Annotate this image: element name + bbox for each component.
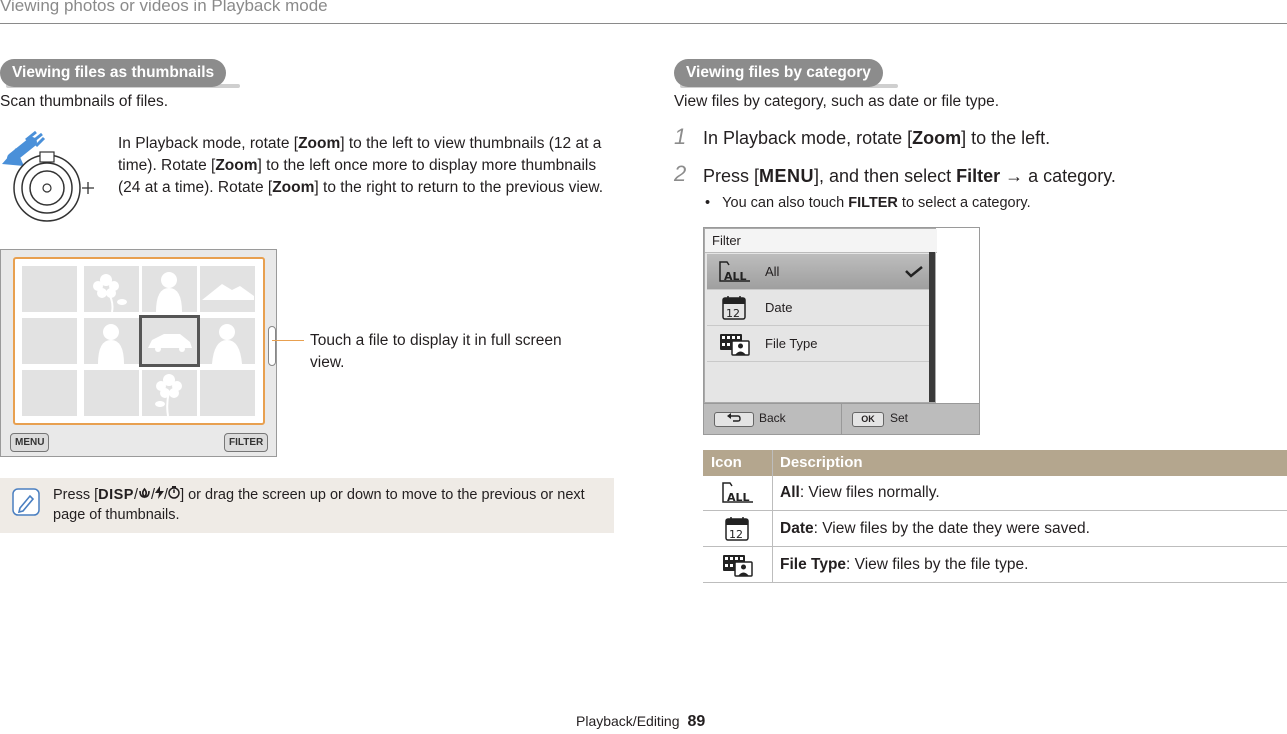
intro-category: View files by category, such as date or file type. [674,93,1000,110]
thumbnail[interactable] [200,266,255,312]
menu-item-file-type[interactable]: File Type [707,326,929,362]
all-icon [717,259,753,285]
macro-icon [138,487,151,499]
mountain-icon [200,266,255,312]
svg-text:ALL: ALL [727,491,750,504]
filter-button[interactable]: FILTER [224,433,268,452]
back-label: Back [759,411,786,425]
menu-item-all[interactable]: ALL All [707,254,929,290]
flower-icon [142,370,197,416]
page-footer [576,713,705,731]
section-title-category: Viewing files by category [674,59,883,87]
thumbnail-screen [0,249,277,457]
thumbnail[interactable] [200,370,255,416]
table-header-description: Description [780,454,863,471]
flash-icon [155,486,164,499]
car-icon [142,318,197,364]
file-type-icon [717,331,753,357]
filter-menu-panel [704,228,936,403]
thumbnail[interactable] [22,318,77,364]
timer-icon [168,486,180,499]
back-key[interactable] [714,412,754,427]
table-row [703,547,1287,583]
step-1-text: In Playback mode, rotate [Zoom] to the left. [703,128,1051,148]
thumbnail[interactable] [84,370,139,416]
step-number: 2 [674,161,687,186]
menu-item-date[interactable]: 12 Date [707,290,929,326]
table-cell-description: File Type: View files by the file type. [780,556,1029,573]
checkmark-icon [905,266,923,278]
table-cell-description: Date: View files by the date they were saved. [780,520,1090,537]
thumbnail[interactable] [84,266,139,312]
back-arrow-icon [727,413,741,423]
filter-menu-title: Filter [705,229,937,253]
callout-text: Touch a file to display it in full screen view. [310,332,562,371]
menu-scrollbar[interactable] [929,252,935,402]
page-header-title: Viewing photos or videos in Playback mode [0,0,328,15]
note-text: Press [DISP/ / / ] or drag the screen up or down to move to the previous or next page of thumbnails. [53,487,585,523]
file-type-icon [720,552,756,578]
scroll-handle[interactable] [268,326,276,366]
all-icon [720,480,756,506]
thumbnail-selected[interactable] [139,315,200,367]
thumbnail[interactable] [142,266,197,312]
callout-line [272,340,304,341]
svg-text:12: 12 [729,528,743,541]
table-column-divider [772,450,773,583]
svg-text:ALL: ALL [724,270,747,283]
svg-text:12: 12 [726,307,740,320]
thumbnail[interactable] [200,318,255,364]
ok-key[interactable]: OK [852,412,884,427]
note-box [0,478,614,533]
step-2-text: Press [MENU], and then select Filter → a category. [703,166,1116,186]
thumbnail[interactable] [22,370,77,416]
zoom-dial-icon [2,128,102,228]
step-number: 1 [674,124,687,149]
section-title-thumbnails: Viewing files as thumbnails [0,59,226,87]
person-icon [142,266,197,312]
table-header [703,450,1287,476]
zoom-description: In Playback mode, rotate [Zoom] to the left to view thumbnails (12 at a time). Rotate [Zoom] to the left once more to display more thumbnails (24 at a time). Rotate [Zoom] to the right to return to the previous view. [118,135,604,196]
thumbnail[interactable] [142,370,197,416]
menu-bottom-bar [704,403,979,434]
table-cell-description: All: View files normally. [780,484,940,501]
calendar-icon [717,295,753,321]
table-header-icon: Icon [711,454,742,471]
footer-section: Playback/Editing [576,713,680,729]
table-row [703,475,1287,511]
thumbnail[interactable] [22,266,77,312]
person-icon [84,318,139,364]
table-row [703,511,1287,547]
intro-thumbnails: Scan thumbnails of files. [0,93,169,110]
bullet-text: • You can also touch FILTER to select a category. [705,195,1031,211]
flower-icon [84,266,139,312]
menu-bottom-divider [841,404,842,435]
menu-button[interactable]: MENU [10,433,49,452]
note-pencil-icon [12,488,40,516]
calendar-icon [720,516,756,542]
thumbnail[interactable] [84,318,139,364]
thumbnail-grid [13,257,265,425]
header-rule [0,23,1287,24]
filter-menu-screen [703,227,980,435]
set-label: Set [890,411,909,425]
person-icon [200,318,255,364]
page-number: 89 [687,713,706,730]
